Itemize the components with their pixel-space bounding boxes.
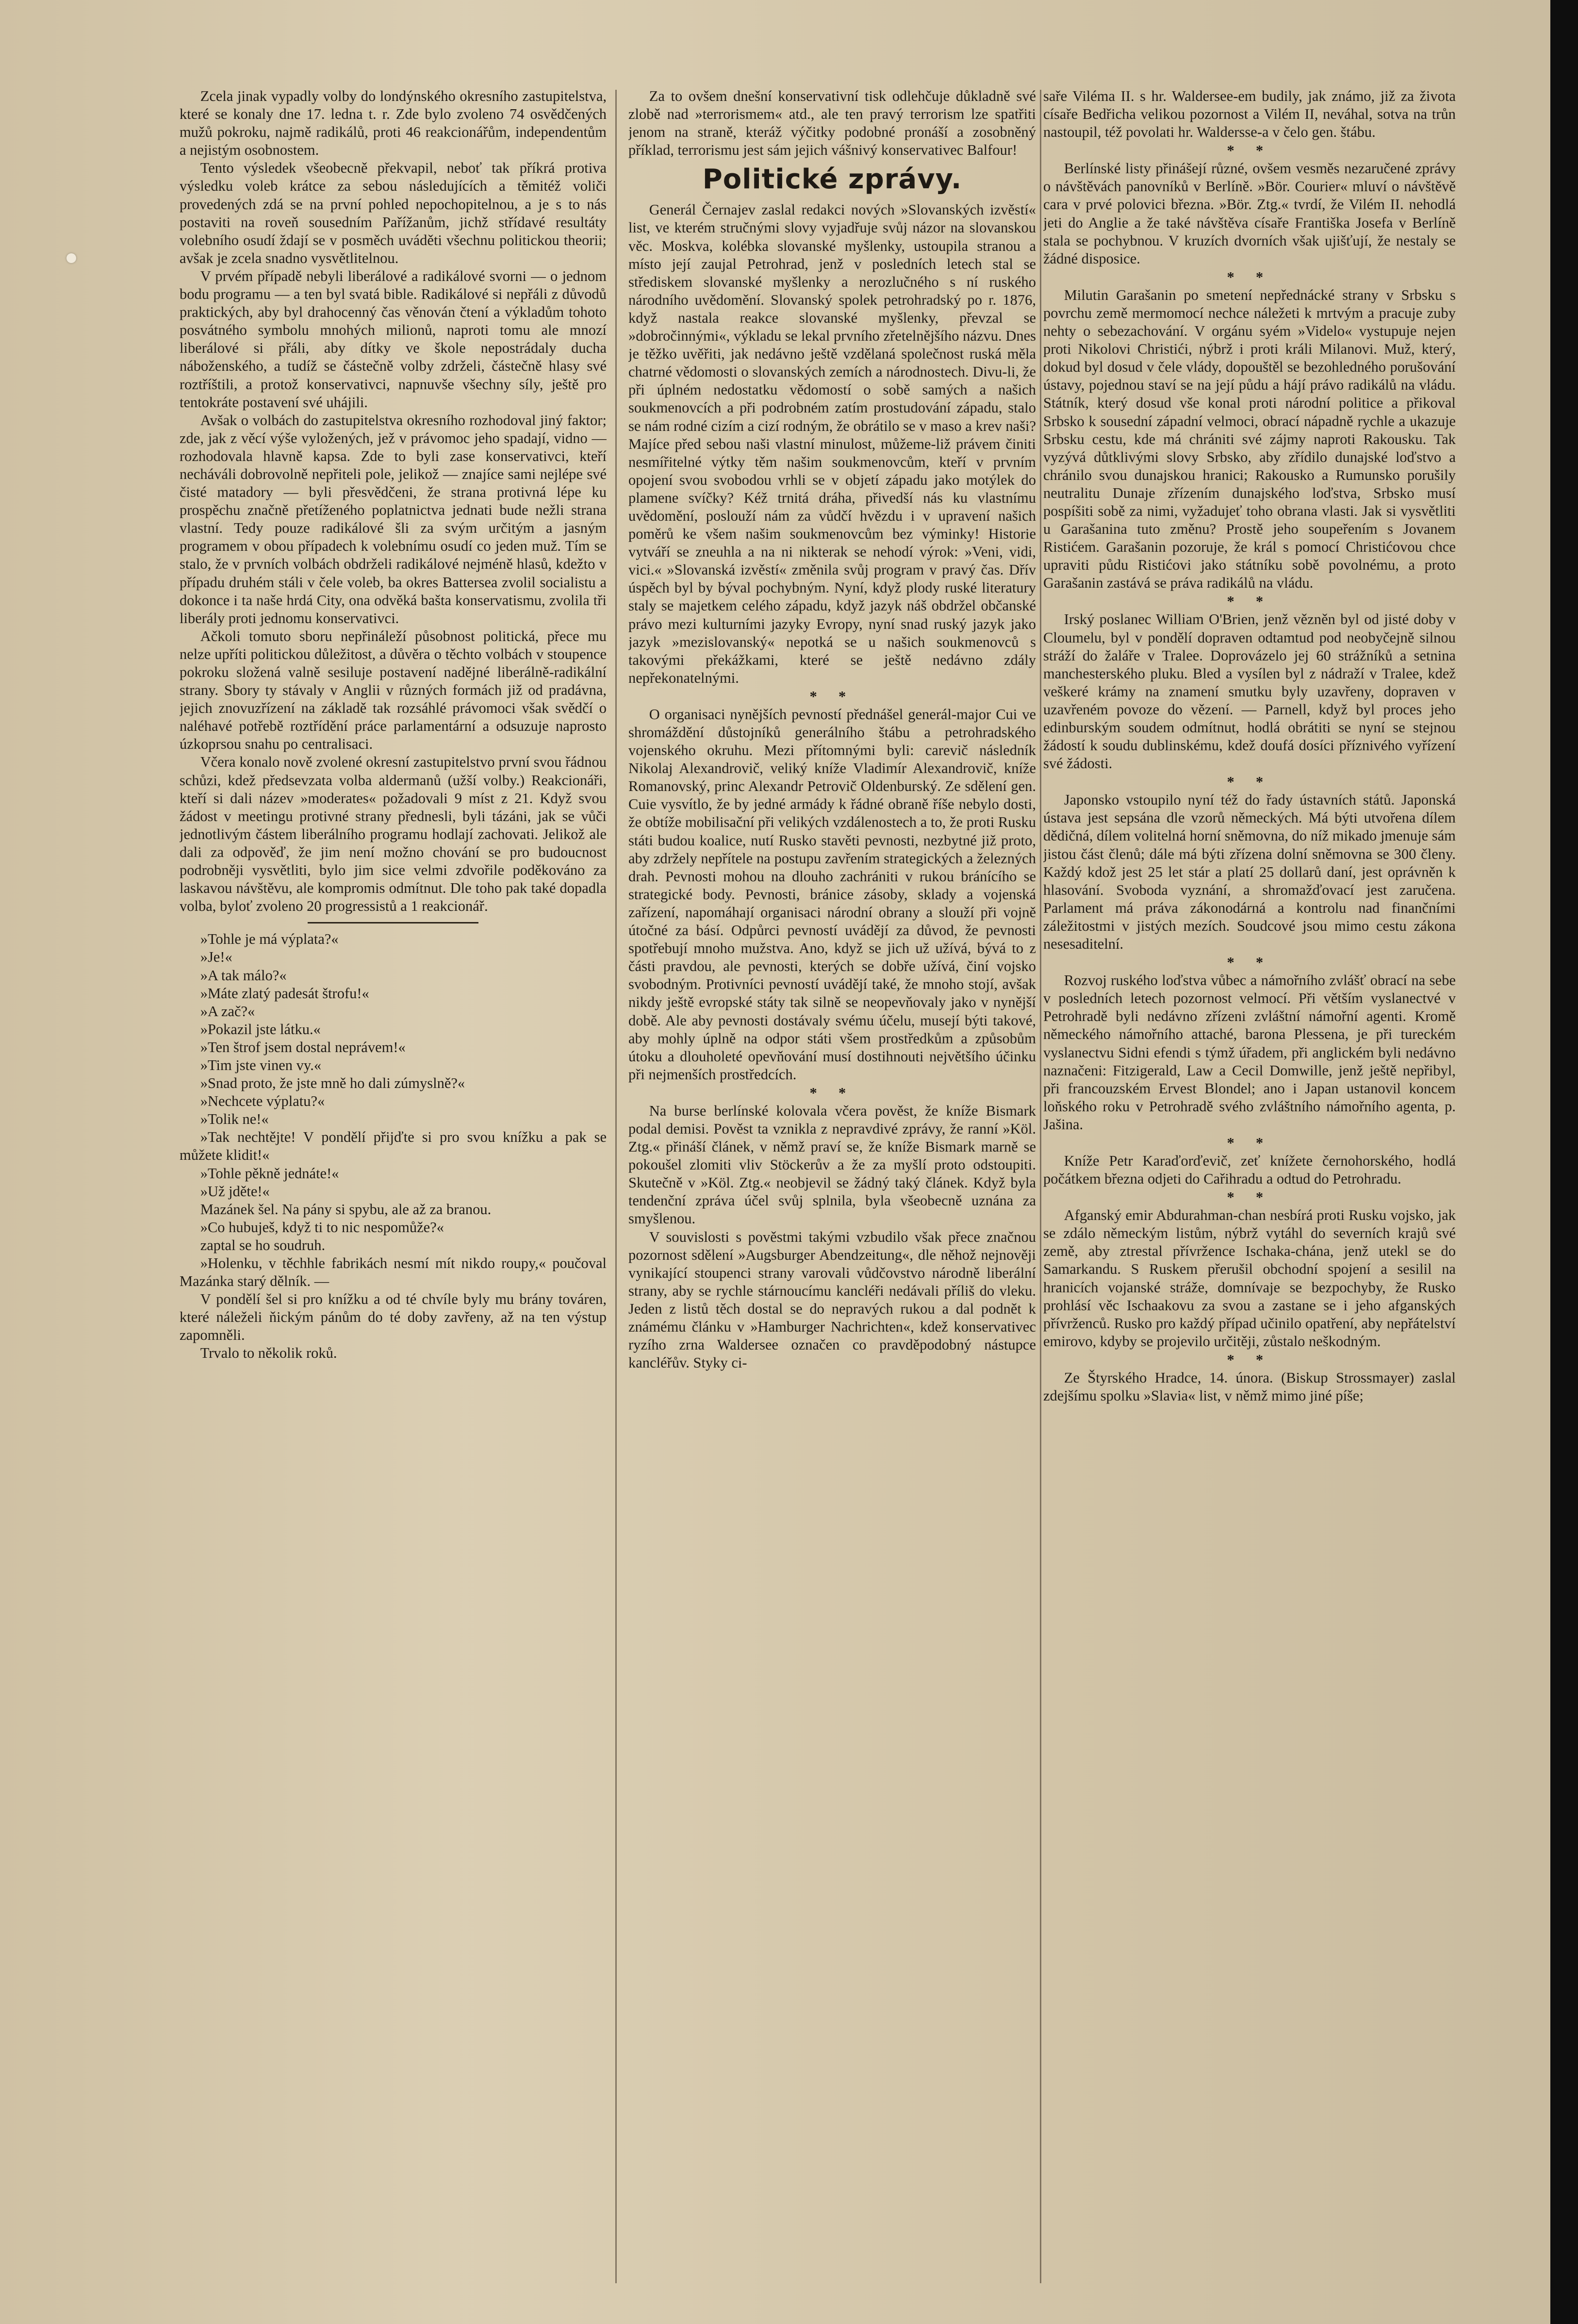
column-2 <box>628 87 1036 2300</box>
dialogue-line: »Už jděte!« <box>200 1183 270 1200</box>
dialogue-line: V pondělí šel si pro knížku a od té chvíle byly mu brány továren, které náleželi ňickým pánům do té doby zavřeny, až na ten výstup zapomněli. <box>180 1291 607 1344</box>
paragraph: O organisaci nynějších pevností přednášel generál-major Cui ve shromáždění důstojníků generálního štábu a petrohradského vojenského okruhu. Mezi přítomnými byli: carevič následník Nikolaj Alexandrovič, veliký kníže Vladimír Alexandrovič, kníže Romanovský, princ Alexandr Petrovič Oldenburský. Ze sdělení gen. Cuie vysvítlo, že by jedné armády k řádné obraně říše nebylo dosti, že obtíže mobilisační při velikých vzdálenostech a to, že proti Rusku státi budou koalice, nutí Rusko stavěti pevnosti, nezbytné již proto, aby zdržely nepřítele na postupu zavřením strategických a železných drah. Pevnosti mohou na dlouho zachrániti v rukou bránícího se strategické body. Pevnosti, bránice zásoby, sklady a vojenská zařízení, napomáhají organisaci národní obrany a slouží při vojně útočné za básí. Odpůrci pevností uvádějí za důvod, že pevnosti spotřebují mnoho mužstva. Ano, když se jich už užívá, bývá to z části pravdou, ale pevnosti, kterých se dobře užívá, činí vojsko svobodným. Protivníci pevností uvádějí také, že mnoho stojí, avšak nikdy ještě evropské státy tak silně se neopevňovaly jako v nynější době. Ale aby pevnosti dostávaly svému účelu, musejí býti takové, aby mohly úplně na odpor státi všem prostředkům a způsobům útoku a dlouholeté opevňování musí dostihnouti největšího účinku při nejmenších prostředcích. <box>628 706 1036 1083</box>
paragraph: Japonsko vstoupilo nyní též do řady ústavních států. Japonská ústava jest sepsána dle vzorů německých. Má býti utvořena dílem dědičná, dílem volitelná horní sněmovna, do níž mikado jmenuje sám jistou část členů; dále má býti zřízena dolní sněmovna se 300 členy. Každý kdož jest 25 let stár a platí 25 dollarů daní, jest oprávněn k hlasování. Svoboda vyznání, a shromažďovací jest zaručena. Parlament má práva zákonodárná a kontrolu nad finančními záležitostmi v jistých mezích. Soudcové jsou mimo cestu zákona nesesaditelní. <box>1043 791 1456 953</box>
dialogue-line: »A zač?« <box>200 1003 255 1020</box>
dialogue-line: »Tak nechtějte! V pondělí přijďte si pro svou knížku a pak se můžete klidit!« <box>180 1129 607 1164</box>
dialogue-line: Mazánek šel. Na pány si spybu, ale až za branou. <box>200 1201 492 1218</box>
dialogue-line: »Nechcete výplatu?« <box>200 1093 325 1110</box>
paragraph: Za to ovšem dnešní konservativní tisk odlehčuje důkladně své zlobě nad »terrorismem« atd., ale ten pravý terrorism lze spatřiti jenom na straně, kteráž výčitky podobné pronáší a zosobněný příklad, terrorismu jest sám jejich vášnivý konservativec Balfour! <box>628 88 1036 159</box>
column-3 <box>1043 87 1456 2300</box>
separator-stars: * * <box>1227 1134 1272 1151</box>
separator-stars: * * <box>1227 954 1272 971</box>
paragraph: Na burse berlínské kolovala včera pověst, že kníže Bismark podal demisi. Pověst ta vznikla z nepravdivé zprávy, že ranní »Köl. Ztg.« přináší článek, v němž praví se, že kníže Bismark marně se pokoušel zlomiti vliv Stöckerův a že za myšlí proto odstoupiti. Skutečně v »Köl. Ztg.« neobjevil se žádný taký článek. Když byla tendenční zpráva účel svůj splnila, byla všeobecně uznána za smyšlenou. <box>628 1102 1036 1227</box>
dialogue-line: »Ten štrof jsem dostal neprávem!« <box>200 1038 406 1055</box>
paragraph: Ze Štyrského Hradce, 14. února. (Biskup Strossmayer) zaslal zdejšímu spolku »Slavia« list, v němž mimo jiné píše; <box>1043 1369 1456 1404</box>
dialogue-line: »Je!« <box>200 949 232 966</box>
dialogue-line: »Snad proto, že jste mně ho dali zúmyslně?« <box>200 1075 465 1092</box>
separator-stars: * * <box>1227 142 1272 159</box>
column-rule <box>615 90 617 2283</box>
paragraph: Generál Černajev zaslal redakci nových »Slovanských izvěstí« list, ve kterém stručnými slovy vyjadřuje svůj názor na slovanskou věc. Moskva, kolébka slovanské myšlenky, ustoupila stranou a místo její zaujal Petrohrad, jenž v posledních letech stal se střediskem slovanské myšlenky a nerozlučného s ní ruského národního uvědomění. Slovanský spolek petrohradský po r. 1876, když nastala reakce slovanské myšlenky, převzal se »dobročinnými«, výkladu se lekal prvního zřetelnějšího názvu. Dnes je těžko uvěřiti, jak nedávno ještě vzdělaná společnost ruská měla chatrné vědomosti o slovanských zemích a národnostech. Divu-li, že při úplném nedostatku vědomostí o sobě samých a našich soukmenovcích a při podrobném zatím prostudování západu, stalo se nám rodné cizím a cizí rodným, že obrátilo se v maso a krev naši? Majíce před sebou naši vlastní minulost, můžeme-liž právem činiti nesmířitelné výtky těm našim soukmenovcům, kteří v prvním opojení svou svobodou vrhli se v objetí západu jako motýlek do plamene svíčky? Kéž trnitá dráha, přivedší nás ku vlastnímu uvědomění, poslouží nám za vůdčí hvězdu i v upravení našich poměrů ke všem našim soukmenovcům bez výminky! Historie vytváří se zneuhla a na ni nikterak se nehodí výrok: »Veni, vidi, vici.« »Slovanská izvěstí« změnila svůj program v pravý čas. Dřív úspěch byl by býval pochybným. Nyní, když plody ruské literatury staly se majetkem celého západu, když jazyk náš obdržel občanské právo mezi kulturními jazyky Evropy, nyní snad ruský jazyk jako jazyk »mezislovanský« nepotká se u našich soukmenovců s takovými překážkami, které se ještě nedávno zdály nepřekonatelnými. <box>628 201 1036 686</box>
dialogue-line: »Holenku, v těchhle fabrikách nesmí mít nikdo roupy,« poučoval Mazánka starý dělník. — <box>180 1255 607 1290</box>
column-rule <box>1040 90 1041 2283</box>
paragraph: Irský poslanec William O'Brien, jenž vězněn byl od jisté doby v Cloumelu, byl v pondělí dopraven odtamtud pod neobyčejně silnou stráží do žaláře v Tralee. Doprovázelo jej 60 strážníků a setnina manchesterského pluku. Bled a vysílen byl z nádraží v Tralee, kdež veškeré krámy na znamení smutku byly uzavřeny, dopraven v uzavřeném povoze do vězení. — Parnell, když byl proces jeho edinburským soudem odmítnut, hodlá obrátiti se nyní se stejnou žádostí k soudu dublinskému, kdež doufá dosíci příznivého vyřízení své žádosti. <box>1043 611 1456 772</box>
page-edge-shadow <box>1550 0 1578 2324</box>
feuilleton-dialogue <box>180 930 607 1362</box>
separator-stars: * * <box>1227 1351 1272 1368</box>
paragraph: Ačkoli tomuto sboru nepřináleží působnost politická, přece mu nelze upříti politickou důležitost, a důvěra o těchto volbách v stoupence pokroku složená valně sesiluje postavení nadějné liberálně-radikální strany. Sbory ty stávaly v Anglii v různých formách již od pradávna, jejich znovuzřízení na základě tak rozsáhlé právomoci však svědčí o naléhavé potřebě roztřídění práce parlamentární a odsuzuje naprosto úzkoprsou snahu po centralisaci. <box>180 627 607 753</box>
dialogue-line: Trvalo to několik roků. <box>200 1345 337 1362</box>
paragraph: Zcela jinak vypadly volby do londýnského okresního zastupitelstva, které se konaly dne 17. ledna t. r. Zde bylo zvoleno 74 osvědčených mužů pokroku, najmě radikálů, proti 46 reakcionářům, independentům a nejistým osobnostem. <box>180 88 607 159</box>
separator-stars: * * <box>1227 774 1272 791</box>
paragraph: Kníže Petr Karaďorďevič, zeť knížete černohorského, hodlá počátkem března odjeti do Cařihradu a odtud do Petrohradu. <box>1043 1152 1456 1187</box>
paragraph: Berlínské listy přinášejí různé, ovšem vesměs nezaručené zprávy o návštěvách panovníků v Berlíně. »Bör. Courier« mluví o návštěvě cara v prvé polovici března. »Bör. Ztg.« tvrdí, že Vilém II. nehodlá jeti do Anglie a že také návštěva císaře Františka Josefa v Berlíně stala se pochybnou. V kruzích dvorních však ujišťují, že nestaly se žádné disposice. <box>1043 160 1456 267</box>
separator-stars: * * <box>809 1084 855 1101</box>
binding-hole <box>66 253 76 263</box>
dialogue-line: »A tak málo?« <box>200 967 287 984</box>
paragraph: V prvém případě nebyli liberálové a radikálové svorni — o jednom bodu programu — a ten byl svatá bible. Radikálové si nepřáli z důvodů praktických, aby byl drahocenný čas věnován čtení a výkladům tohoto posvátného symbolu mnohých milionů, naproti tomu ale mnozí liberálové si přáli, aby dítky ve škole nepostrádaly ducha náboženského, a tudíž se částečně volby zdrželi, částečně hlasy své roztříštili, a protož konservativci, napnuvše všechny síly, ještě pro tentokráte postavení své uhájili. <box>180 267 607 411</box>
column-1 <box>180 87 607 2300</box>
dialogue-line: »Tolik ne!« <box>200 1111 269 1128</box>
separator-stars: * * <box>1227 1189 1272 1206</box>
paragraph: Včera konalo nově zvolené okresní zastupitelstvo první svou řádnou schůzi, kdež předsevzata volba aldermanů (užší volby.) Reakcionáři, kteří si dali název »moderates« požadovali 9 míst z 21. Když svou žádost v meetingu protivné strany přednesli, byli tázáni, jak se vůči jednotlivým částem liberálního programu hodlají zachovati. Jelikož ale dali za odpověď, že jim není možno chování se pro budoucnost podrobněji vysvětliti, bylo jim sice velmi zdvořile poděkováno za laskavou návštěvu, ale kompromis odmítnut. Dle toho pak také dopadla volba, byloť zvoleno 20 progressistů a 1 reakcionář. <box>180 754 607 915</box>
paragraph: saře Viléma II. s hr. Waldersee-em budily, jak známo, již za života císaře Bedřicha velikou pozornost a Vilém II, neváhal, sotva na trůn nastoupil, též povolati hr. Waldersse-a v čelo gen. štábu. <box>1043 88 1456 141</box>
paragraph: Tento výsledek všeobecně překvapil, neboť tak příkrá protiva výsledku voleb krátce za sebou následujících a těmitéž voliči provedených zdá se na první pohled nepochopitelnou, a je s to nás postaviti na roveň sousedním Pařížanům, jichž střídavé resultáty volebního osudí ždají se v posměch uváděti všechnu politickou theorii; avšak je zcela snadno vysvětlitelnou. <box>180 160 607 266</box>
dialogue-line: »Tim jste vinen vy.« <box>200 1056 322 1073</box>
paragraph: Milutin Garašanin po smetení nepřednácké strany v Srbsku s povrchu země mermomocí nechce náležeti k mrtvým a pracuje zuby nehty o sebezachování. V orgánu syém »Videlo« vystupuje nejen proti Nikolovi Christići, nýbrž i proti králi Milanovi. Muž, který, dokud byl dosud v čele vlády, dopouštěl se bezohledného porušování ústavy, pojednou staví se na její půdu a hájí právo radikálů na vládu. Státník, který dosud vše konal proti národní politice a přikoval Srbsko k sousední západní velmoci, obrací nápadně rychle a ukazuje Srbsku cestu, kde má chrániti své zájmy naproti Rakousku. Tak vyzývá důtklivými slovy Srbsko, aby zřídilo dunajské loďstvo a chránilo svou dunajskou hranici; Rakousko a Rumunsko porušily neutralitu Dunaje zřízením dunajského loďstva, Srbsko musí pospíšiti sobě za nimi, vyžadujeť toho obrana vlasti. Jak si vysvětliti u Garašanina tuto změnu? Prostě jeho soupeřením s Jovanem Ristićem. Garašanin pozoruje, že král s pomocí Christićovou chce upraviti půdu Ristićovi jako státníku sobě povolnému, a proto Garašanin zastává se práva radikálů na vládu. <box>1043 286 1456 592</box>
section-divider <box>308 922 478 923</box>
separator-stars: * * <box>809 688 855 705</box>
separator-stars: * * <box>1227 593 1272 610</box>
dialogue-line: »Pokazil jste látku.« <box>200 1021 321 1038</box>
paragraph: Rozvoj ruského loďstva vůbec a námořního zvlášť obrací na sebe v posledních letech pozornost velmocí. Při větším vyslanectvé v Petrohradě byli nedávno zřízeni zvláštní námořní agenti. Kromě německého námořního attaché, barona Plessena, je při tureckém vyslanectvu Sidni efendi s týmž úřadem, při anglickém byli nedávno naznačeni: Fitzigerald, Law a Cecil Domwille, jenž ještě nepřibyl, při francouzském Ervest Blondel; ano i Japan ustanovil koncem loňského roku v Petrohradě svého zvláštního námořního agenta, p. Jašina. <box>1043 972 1456 1133</box>
paragraph: V souvislosti s pověstmi takými vzbudilo však přece značnou pozornost sdělení »Augsburger Abendzeitung«, dle něhož nejnověji vynikající stoupenci strany varovali vůdčovstvo národně liberální strany, aby se rychle stárnoucímu kancléři nedávali příliš do vleku. Jeden z listů těch dostal se do nepravých rukou a dal podnět k známému článku v »Hamburger Nachrichten«, kdež konservativec ryzího zrna Waldersee označen co pravděpodobný nástupce kancléřův. Styky ci- <box>628 1228 1036 1371</box>
dialogue-line: zaptal se ho soudruh. <box>200 1236 326 1253</box>
dialogue-line: »Tohle je má výplata?« <box>200 931 339 948</box>
dialogue-line: »Tohle pěkně jednáte!« <box>200 1165 339 1182</box>
paragraph: Avšak o volbách do zastupitelstva okresního rozhodoval jiný faktor; zde, jak z věcí výše vyložených, jež v právomoc jeho spadají, vidno — rozhodovala hlavně kapsa. Zde to byli zase konservativci, kteří necháváli dobrovolně nepřiteli pole, jelikož — znajíce sami nejlépe své čisté matadory — byli přesvědčeni, že strana protivná lépe ku prospěchu značně přetíženého poplatnictva jednati bude nežli strana vlastní. Tedy pouze radikálové šli za svým určitým a jasným programem v obou případech k volebnímu osudí co jeden muž. Tím se stalo, že v prvních volbách obdrželi radikálové nejméně hlasů, kdežto v případu druhém stáli v čele voleb, ba okres Battersea zvolil socialistu a dokonce i ta naše hrdá City, ona odvěká bašta konservatismu, zvolila tři liberály proti jednomu konservativci. <box>180 412 607 626</box>
dialogue-line: »Co hubuješ, když ti to nic nespomůže?« <box>200 1219 444 1236</box>
section-heading: Politické zprávy. <box>702 164 962 196</box>
dialogue-line: »Máte zlatý padesát štrofu!« <box>200 985 369 1002</box>
paragraph: Afganský emir Abdurahman-chan nesbírá proti Rusku vojsko, jak se zdálo německým listům, nýbrž vytáhl do severních krajů své země, aby ztrestal přívržence Ischaka-chána, jenž utekl se do Samarkandu. S Ruskem přerušil obchodní spojení a sesilil na hranicích vojanské stráže, domnívaje se bezpochyby, že Rusko prohlásí věc Ischaakovu za svou a zastane se i jeho afganských přívrženců. Rusko pro každý případ učinilo opatření, aby nepřátelství emirovo, kdyby se projevilo určitěji, zůstalo neškodným. <box>1043 1207 1456 1350</box>
separator-stars: * * <box>1227 268 1272 285</box>
